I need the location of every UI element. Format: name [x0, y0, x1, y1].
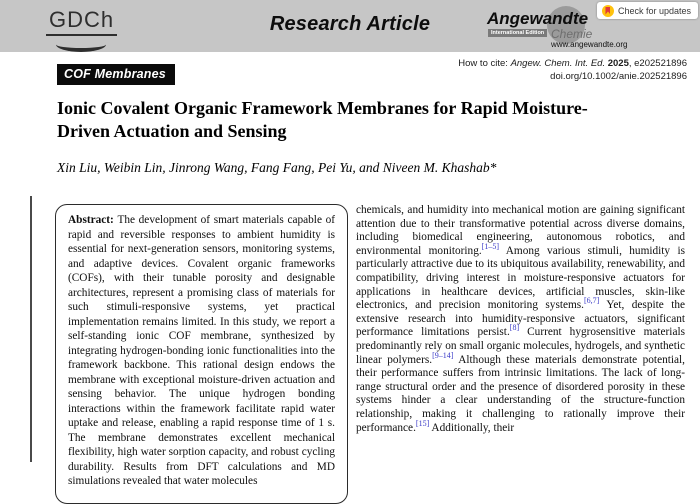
angewandte-intl-edition-label: International Edition	[488, 29, 547, 37]
reference-link[interactable]: [15]	[415, 418, 430, 428]
cite-prefix: How to cite:	[458, 58, 511, 69]
journal-header	[0, 0, 700, 52]
cite-year: 2025	[607, 58, 629, 69]
how-to-cite-line	[458, 57, 687, 70]
angewandte-name: Angewandte	[487, 9, 589, 28]
body-text: chemicals, and humidity into mechanical motion are gaining significant attention due to their transformative potential across diverse domains, including biomedical engineering, autonomous robotics, and environmental monitoring.	[356, 204, 685, 257]
authors-line: Xin Liu, Weibin Lin, Jinrong Wang, Fang Fang, Pei Yu, and Niveen M. Khashab*	[57, 160, 497, 175]
reference-link[interactable]: [6,7]	[584, 296, 600, 306]
body-text: Among various stimuli, humidity is particularly attractive due to its ubiquitous availability, renewability, and compatibility, driving interest in moisture-responsive actuators for applications in healthcare devices, artificial muscles, skin-like electronics, and precision monitoring systems.	[356, 244, 685, 312]
body-text: Although these materials demonstrate potential, their performance suffers from intrinsic limitations. The lack of long-range structural order and the presence of disordered porosity in these systems hinder a clear understanding of the structure-function relationship, making it challenging to rationally improve their performance.	[356, 353, 685, 434]
reference-link[interactable]: [8]	[509, 323, 520, 333]
article-title: Ionic Covalent Organic Framework Membranes for Rapid Moisture-Driven Actuation and Sensing	[57, 98, 588, 141]
keyword-badge: COF Membranes	[57, 64, 175, 85]
crossmark-icon	[602, 5, 614, 17]
body-text: Current hygrosensitive materials predominantly rely on small organic molecules, hydrogels, and synthetic linear polymers.	[356, 326, 685, 366]
angewandte-url[interactable]: www.angewandte.org	[551, 40, 628, 49]
abstract-label: Abstract:	[68, 214, 118, 226]
doi-link[interactable]: doi.org/10.1002/anie.202521896	[550, 71, 687, 83]
abstract-box	[55, 204, 348, 504]
gdch-arc-icon	[56, 37, 106, 52]
check-for-updates-label: Check for updates	[617, 5, 691, 16]
bookmark-icon	[605, 7, 610, 15]
body-paragraph	[356, 204, 685, 462]
body-text: Yet, despite the extensive research into humidity-responsive actuators, significant performance limitations persist.	[356, 299, 685, 339]
check-for-updates-button[interactable]	[597, 2, 698, 19]
abstract-text: The development of smart materials capable of rapid and reversible responses to ambient humidity is essential for next-generation sensors, monitoring systems, and adaptive devices. Covalent organic frameworks (COFs), with their tunable porosity and designable architectures, represent a promising class of materials for such stimuli-responsive systems, yet practical implementation remains limited. In this study, we report a self-standing ionic COF membrane, synthesized by integrating hydrogen-bonding ionic functionalities into the framework backbone. This rational design endows the membrane with exceptional moisture-driven actuation and sensing behavior. The unique hydrogen bonding interactions within the framework facilitate rapid water uptake and release, enabling a rapid response time of 1 s. The membrane demonstrates excellent mechanical flexibility, high water sorption capacity, and robust cycling durability. Results from DFT calculations and MD simulations revealed that water molecules	[68, 214, 336, 487]
reference-link[interactable]: [9–14]	[432, 350, 454, 360]
reference-link[interactable]: [1–5]	[481, 242, 499, 252]
cite-journal: Angew. Chem. Int. Ed.	[510, 58, 608, 69]
cite-article-number: , e202521896	[628, 58, 687, 69]
citation-block	[458, 57, 687, 84]
page-edge-line	[30, 196, 32, 462]
body-text: Additionally, their	[429, 421, 515, 434]
gdch-logo-text: GDCh	[46, 7, 117, 36]
section-label: Research Article	[269, 13, 431, 35]
article-body	[55, 204, 685, 504]
angewandte-chemie-label: Chemie	[551, 27, 593, 41]
